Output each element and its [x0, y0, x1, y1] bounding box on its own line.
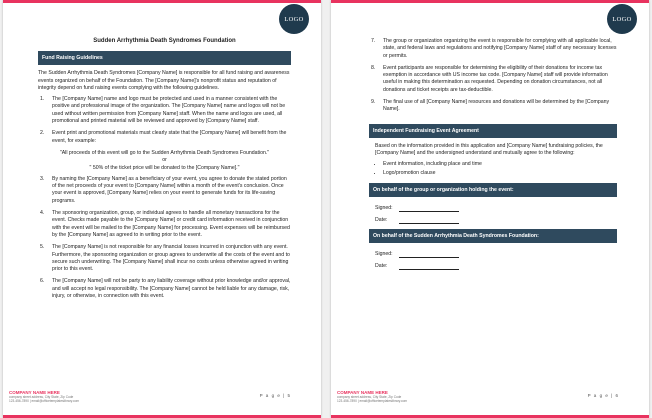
item-number: 1.: [40, 96, 45, 103]
item-number: 9.: [371, 99, 376, 106]
document-page-6: [331, 0, 649, 418]
page-footer: [337, 390, 637, 408]
item-text: The [Company Name] will not be party to any liability coverage without prior knowledge and/or approval, and will accept no legal responsibility. The [Company Name] cannot be held liable for any damage, risk, injury, or otherwise, in connection with this event.: [52, 278, 291, 300]
signed-line[interactable]: [399, 251, 459, 258]
document-title: Sudden Arrhythmia Death Syndromes Foundation: [93, 38, 236, 44]
item-text: The group or organization organizing the event is responsible for complying with all applicable local, state, and federal laws and regulations and notifying [Company Name] staff of any necessary licenses or permits.: [383, 38, 617, 59]
signed-field[interactable]: [375, 202, 617, 212]
footer-address: company street address, City State, Zip Code: [337, 395, 402, 399]
list-item: [38, 176, 291, 205]
page-content: [38, 38, 291, 305]
intro-paragraph: The Sudden Arrhythmia Death Syndromes [Company Name] is responsible for all fund raising and awareness events organized on behalf of the Foundation. The [Company Name]'s nonprofit status and reputation of integrity depend on fund raising events complying with the following guidelines.: [38, 70, 290, 91]
page-footer: [9, 390, 309, 408]
signed-label: Signed:: [375, 204, 393, 211]
quote-2: " 50% of the ticket price will be donated to the [Company Name].": [89, 164, 240, 171]
top-accent-bar: [3, 0, 321, 3]
item-text: By naming the [Company Name] as a beneficiary of your event, you agree to donate the stated portion of the net proceeds of your event to [Company Name] within a month of the event's conclusion. Once your event is approved, [Company Name] relies on your event to generate funds for its life-saving programs.: [52, 175, 287, 204]
agreement-bullets: [383, 161, 617, 177]
example-quotes: [38, 150, 291, 172]
item-number: 4.: [40, 210, 45, 217]
list-item: [38, 278, 291, 300]
date-line[interactable]: [399, 263, 459, 270]
logo: [279, 4, 309, 34]
signed-line[interactable]: [399, 205, 459, 212]
list-item: [38, 244, 291, 273]
list-item: [38, 210, 291, 239]
date-label: Date:: [375, 216, 388, 223]
list-item: [369, 65, 617, 94]
page-content: [369, 38, 617, 270]
item-number: 8.: [371, 64, 376, 71]
page-number: P a g e | 5: [259, 393, 291, 398]
footer-address: company street address, City State, Zip Code: [9, 395, 74, 399]
group-signature-heading: On behalf of the group or organization holding the event:: [369, 183, 617, 197]
item-text: Event print and promotional materials must clearly state that the [Company Name] will benefit from the event, for example:: [52, 130, 287, 144]
page-number: P a g e | 6: [587, 393, 619, 398]
document-page-5: [3, 0, 321, 418]
date-field[interactable]: [375, 214, 617, 224]
logo: [607, 4, 637, 34]
signed-label: Signed:: [375, 250, 393, 257]
item-number: 3.: [40, 175, 45, 182]
item-number: 5.: [40, 244, 45, 251]
item-number: 2.: [40, 130, 45, 137]
list-item: [38, 130, 291, 145]
foundation-signature-heading: On behalf of the Sudden Arrhythmia Death Syndromes Foundation:: [369, 229, 617, 243]
date-label: Date:: [375, 262, 388, 269]
date-line[interactable]: [399, 217, 459, 224]
item-text: The [Company Name] is not responsible for any financial losses incurred in conjunction with any event. Furthermore, the sponsoring organization or group agrees to underwrite all the costs of the event and to secure such underwriting. The [Company Name] shall incur no costs unless otherwise agreed in writing prior to this event.: [52, 244, 290, 273]
list-item: [369, 99, 617, 114]
logo-text: LOGO: [284, 15, 304, 23]
agreement-paragraph: Based on the information provided in this application and [Company Name] fundraising policies, the [Company Name] and the undersigned understand and mutually agree to the following:: [375, 142, 603, 156]
footer-contact: 123-456-7890 | email@officetemplateslibrary.com: [337, 399, 408, 403]
agreement-heading: Independent Fundraising Event Agreement: [369, 124, 617, 138]
item-text: The [Company Name] name and logo must be protected and used in a manner consistent with the positive and professional image of the organization. The [Company Name] name and logos will not be used without written permission from [Company Name] staff. When the name and logos are used, all promotional and printed material will be reviewed and approved by [Company Name] staff.: [52, 96, 286, 125]
signed-field[interactable]: [375, 248, 617, 258]
top-accent-bar: [331, 0, 649, 3]
list-item: [38, 96, 291, 125]
bullet-item: • Event information, including place and time: [383, 161, 617, 168]
footer-company-name: COMPANY NAME HERE: [9, 390, 60, 395]
logo-text: LOGO: [612, 15, 632, 23]
item-text: The sponsoring organization, group, or individual agrees to handle all monetary transactions for the event. Checks made payable to the [Company Name] or credit card information received in conjunction with the event will be mailed to the [Company Name] for processing. Event expenses will be reimbursed by the [Company Name] as agreed to in writing prior to the event.: [52, 210, 290, 238]
item-text: The final use of all [Company Name] resources and donations will be determined by the [Company Name].: [383, 99, 610, 113]
list-item: [369, 38, 617, 60]
item-text: Event participants are responsible for determining the eligibility of their donations for income tax exemption in accordance with US income tax code. [Company Name] staff will provide information useful in making this determination as requested. Depending on donation circumstances, not all donations and ticket receipts are tax-deductible.: [383, 64, 608, 93]
item-number: 6.: [40, 278, 45, 285]
bullet-item: • Logo/promotion clause: [383, 170, 617, 177]
quote-1: "All proceeds of this event will go to the Sudden Arrhythmia Death Syndromes Foundation.": [59, 149, 270, 156]
item-number: 7.: [371, 38, 376, 44]
section-heading: Fund Raising Guidelines: [38, 51, 291, 65]
quote-or: or: [162, 157, 167, 164]
footer-contact: 123-456-7890 | email@officetemplateslibrary.com: [9, 399, 80, 403]
date-field[interactable]: [375, 260, 617, 270]
footer-company-name: COMPANY NAME HERE: [337, 390, 388, 395]
